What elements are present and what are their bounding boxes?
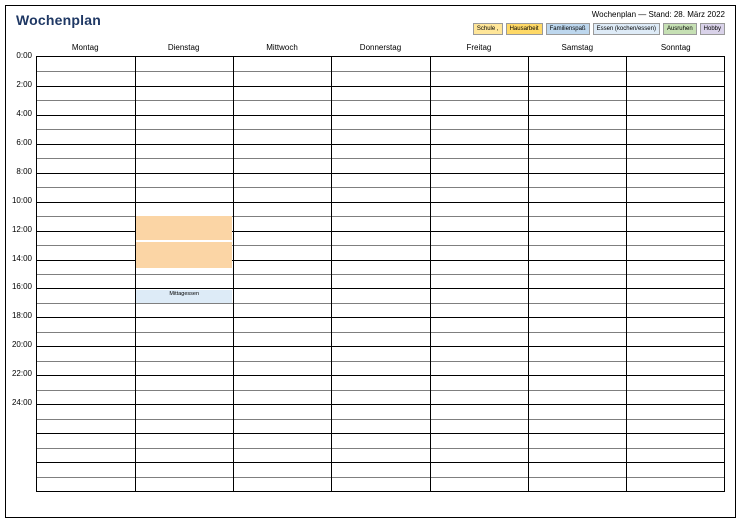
hour-line bbox=[37, 477, 724, 478]
calendar-grid[interactable] bbox=[36, 56, 725, 492]
hour-line bbox=[37, 100, 724, 101]
hour-axis bbox=[0, 41, 34, 492]
hour-line bbox=[37, 346, 724, 347]
page-header bbox=[16, 10, 725, 38]
hour-label: 8:00 bbox=[16, 166, 32, 176]
hour-label: 18:00 bbox=[11, 311, 32, 321]
day-header-donnerstag: Donnerstag bbox=[359, 43, 402, 52]
hour-label: 22:00 bbox=[11, 369, 32, 379]
day-header-row bbox=[36, 41, 725, 56]
header-right-block bbox=[415, 10, 725, 35]
legend-item: Hausarbeit bbox=[506, 23, 543, 35]
hour-line bbox=[37, 361, 724, 362]
day-separator-line bbox=[626, 57, 627, 491]
legend-item: Schule , bbox=[473, 23, 503, 35]
hour-line bbox=[37, 419, 724, 420]
hour-line bbox=[37, 433, 724, 434]
hour-line bbox=[37, 390, 724, 391]
legend-item: Essen (kochen/essen) bbox=[593, 23, 660, 35]
hour-label: 16:00 bbox=[11, 282, 32, 292]
hour-line bbox=[37, 303, 724, 304]
hour-line bbox=[37, 71, 724, 72]
hour-line bbox=[37, 448, 724, 449]
hour-line bbox=[37, 158, 724, 159]
day-separator-line bbox=[528, 57, 529, 491]
hour-label: 2:00 bbox=[16, 79, 32, 89]
hour-line bbox=[37, 86, 724, 87]
hour-line bbox=[37, 173, 724, 174]
day-separator-line bbox=[331, 57, 332, 491]
hour-label: 4:00 bbox=[16, 108, 32, 118]
day-separator-line bbox=[135, 57, 136, 491]
hour-line bbox=[37, 187, 724, 188]
calendar-event[interactable] bbox=[136, 216, 232, 240]
day-header-dienstag: Dienstag bbox=[167, 43, 200, 52]
day-header-freitag: Freitag bbox=[466, 43, 492, 52]
hour-label: 24:00 bbox=[11, 398, 32, 408]
legend-item: Familienspaß bbox=[546, 23, 590, 35]
hour-line bbox=[37, 317, 724, 318]
page-title: Wochenplan bbox=[16, 12, 101, 28]
legend-item: Hobby bbox=[700, 23, 725, 35]
hour-label: 20:00 bbox=[11, 340, 32, 350]
hour-label: 0:00 bbox=[16, 51, 32, 60]
calendar-event[interactable]: Mittagessen bbox=[136, 290, 232, 303]
legend-item: Ausruhen bbox=[663, 23, 697, 35]
day-header-montag: Montag bbox=[71, 43, 99, 52]
hour-line bbox=[37, 375, 724, 376]
hour-line bbox=[37, 462, 724, 463]
hour-line bbox=[37, 404, 724, 405]
hour-line bbox=[37, 202, 724, 203]
day-header-samstag: Samstag bbox=[561, 43, 594, 52]
day-header-sonntag: Sonntag bbox=[660, 43, 691, 52]
hour-label: 14:00 bbox=[11, 253, 32, 263]
hour-label: 12:00 bbox=[11, 224, 32, 234]
stand-label: Wochenplan — Stand: 28. März 2022 bbox=[591, 10, 725, 19]
day-separator-line bbox=[233, 57, 234, 491]
day-header-mittwoch: Mittwoch bbox=[266, 43, 298, 52]
hour-line bbox=[37, 274, 724, 275]
calendar-grid-wrapper bbox=[36, 41, 725, 492]
hour-line bbox=[37, 144, 724, 145]
hour-label: 10:00 bbox=[11, 195, 32, 205]
calendar-event[interactable] bbox=[136, 242, 232, 268]
hour-line bbox=[37, 129, 724, 130]
hour-label: 6:00 bbox=[16, 137, 32, 147]
legend bbox=[415, 23, 725, 35]
hour-line bbox=[37, 332, 724, 333]
day-separator-line bbox=[430, 57, 431, 491]
hour-line bbox=[37, 115, 724, 116]
